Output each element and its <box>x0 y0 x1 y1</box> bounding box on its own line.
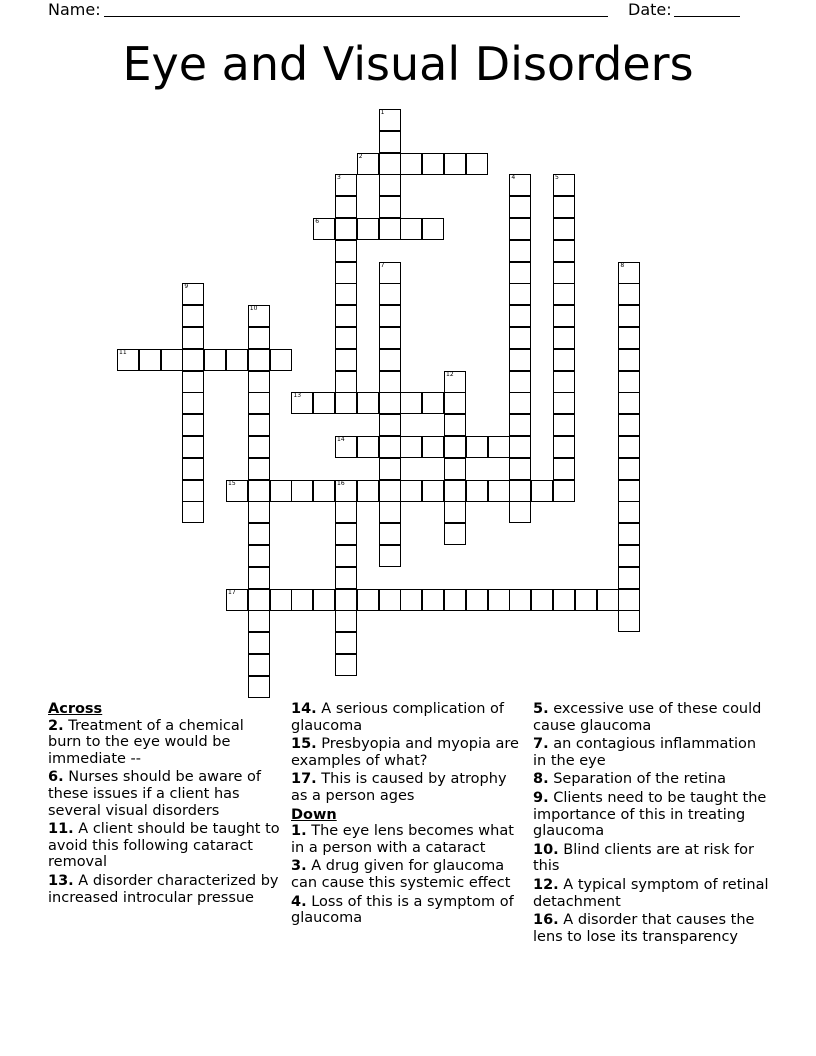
crossword-cell[interactable] <box>335 327 357 349</box>
crossword-cell[interactable] <box>248 392 270 414</box>
crossword-cell[interactable] <box>182 327 204 349</box>
crossword-cell[interactable] <box>335 436 357 458</box>
crossword-cell[interactable] <box>226 589 248 611</box>
crossword-cell[interactable] <box>400 480 422 502</box>
clue-across-11: 11. A client should be taught to avoid this following cataract removal <box>48 821 280 871</box>
crossword-cell[interactable] <box>466 589 488 611</box>
crossword-cell[interactable] <box>161 349 183 371</box>
clue-column-3 <box>533 701 773 947</box>
crossword-cell[interactable] <box>291 392 313 414</box>
crossword-cell[interactable] <box>379 589 401 611</box>
cell-number: 5 <box>555 174 559 182</box>
crossword-cell[interactable] <box>466 480 488 502</box>
crossword-cell[interactable] <box>248 458 270 480</box>
crossword-cell[interactable] <box>618 262 640 284</box>
clue-down-12: 12. A typical symptom of retinal detachment <box>533 876 769 910</box>
cell-number: 16 <box>337 479 345 487</box>
crossword-cell[interactable] <box>444 436 466 458</box>
crossword-cell[interactable] <box>466 153 488 175</box>
crossword-cell[interactable] <box>509 262 531 284</box>
crossword-cell[interactable] <box>531 589 553 611</box>
crossword-cell[interactable] <box>379 196 401 218</box>
crossword-cell[interactable] <box>248 305 270 327</box>
clue-across-14: 14. A serious complication of glaucoma <box>291 701 504 734</box>
crossword-cell[interactable] <box>379 327 401 349</box>
crossword-cell[interactable] <box>531 480 553 502</box>
crossword-cell[interactable] <box>488 480 510 502</box>
crossword-cell[interactable] <box>509 174 531 196</box>
crossword-cell[interactable] <box>553 589 575 611</box>
clue-down-4: 4. Loss of this is a symptom of glaucoma <box>291 893 514 927</box>
crossword-cell[interactable] <box>553 240 575 262</box>
down-heading: Down <box>291 806 337 823</box>
crossword-cell[interactable] <box>379 153 401 175</box>
crossword-cell[interactable] <box>422 392 444 414</box>
crossword-cell[interactable] <box>182 414 204 436</box>
name-label: Name: <box>48 0 101 19</box>
crossword-cell[interactable] <box>618 480 640 502</box>
crossword-cell[interactable] <box>444 589 466 611</box>
crossword-cell[interactable] <box>618 458 640 480</box>
crossword-cell[interactable] <box>422 218 444 240</box>
clue-across-15: 15. Presbyopia and myopia are examples of what? <box>291 736 519 769</box>
crossword-cell[interactable] <box>509 283 531 305</box>
crossword-cell[interactable] <box>335 305 357 327</box>
crossword-cell[interactable] <box>248 371 270 393</box>
crossword-cell[interactable] <box>335 523 357 545</box>
crossword-cell[interactable] <box>248 567 270 589</box>
crossword-cell[interactable] <box>509 371 531 393</box>
crossword-cell[interactable] <box>379 414 401 436</box>
crossword-cell[interactable] <box>335 654 357 676</box>
cell-number: 12 <box>446 370 454 378</box>
crossword-cell[interactable] <box>618 545 640 567</box>
cell-number: 15 <box>228 479 236 487</box>
crossword-cell[interactable] <box>248 327 270 349</box>
crossword-cell[interactable] <box>422 436 444 458</box>
crossword-cell[interactable] <box>226 349 248 371</box>
crossword-cell[interactable] <box>335 240 357 262</box>
across-heading: Across <box>48 701 103 717</box>
crossword-cell[interactable] <box>444 414 466 436</box>
crossword-cell[interactable] <box>357 589 379 611</box>
crossword-cell[interactable] <box>488 589 510 611</box>
crossword-cell[interactable] <box>182 392 204 414</box>
clue-down-8: 8. Separation of the retina <box>533 771 727 788</box>
crossword-cell[interactable] <box>553 349 575 371</box>
crossword-cell[interactable] <box>270 480 292 502</box>
crossword-cell[interactable] <box>509 305 531 327</box>
cell-number: 6 <box>315 218 320 225</box>
crossword-cell[interactable] <box>357 480 379 502</box>
crossword-cell[interactable] <box>182 480 204 502</box>
crossword-cell[interactable] <box>400 153 422 175</box>
clue-down-7: 7. an contagious inflammation in the eye <box>533 736 757 769</box>
crossword-cell[interactable] <box>248 545 270 567</box>
crossword-cell[interactable] <box>313 218 335 240</box>
crossword-cell[interactable] <box>553 458 575 480</box>
crossword-cell[interactable] <box>553 436 575 458</box>
crossword-cell[interactable] <box>466 436 488 458</box>
crossword-cell[interactable] <box>618 327 640 349</box>
crossword-cell[interactable] <box>182 436 204 458</box>
crossword-cell[interactable] <box>509 218 531 240</box>
clue-down-16: 16. A disorder that causes the lens to lose its transparency <box>533 912 755 945</box>
crossword-cell[interactable] <box>379 458 401 480</box>
crossword-cell[interactable] <box>248 349 270 371</box>
crossword-cell[interactable] <box>335 567 357 589</box>
cell-number: 3 <box>337 174 341 182</box>
crossword-cell[interactable] <box>117 349 139 371</box>
crossword-cell[interactable] <box>379 436 401 458</box>
clue-across-13: 13. A disorder characterized by increased introcular pressue <box>48 872 279 906</box>
crossword-cell[interactable] <box>248 632 270 654</box>
crossword-cell[interactable] <box>618 589 640 611</box>
crossword-cell[interactable] <box>444 153 466 175</box>
crossword-cell[interactable] <box>379 501 401 523</box>
crossword-cell[interactable] <box>270 349 292 371</box>
crossword-cell[interactable] <box>553 480 575 502</box>
crossword-cell[interactable] <box>182 349 204 371</box>
crossword-cell[interactable] <box>248 523 270 545</box>
crossword-cell[interactable] <box>509 240 531 262</box>
crossword-cell[interactable] <box>422 589 444 611</box>
cell-number: 10 <box>249 305 258 313</box>
crossword-cell[interactable] <box>444 501 466 523</box>
crossword-cell[interactable] <box>313 589 335 611</box>
crossword-cell[interactable] <box>509 501 531 523</box>
crossword-cell[interactable] <box>335 480 357 502</box>
crossword-cell[interactable] <box>182 305 204 327</box>
crossword-cell[interactable] <box>553 305 575 327</box>
crossword-cell[interactable] <box>379 305 401 327</box>
crossword-cell[interactable] <box>509 392 531 414</box>
crossword-cell[interactable] <box>335 283 357 305</box>
clue-down-10: 10. Blind clients are at risk for this <box>533 841 755 875</box>
crossword-cell[interactable] <box>553 218 575 240</box>
crossword-cell[interactable] <box>248 480 270 502</box>
cell-number: 13 <box>293 392 302 400</box>
crossword-cell[interactable] <box>400 436 422 458</box>
cell-number: 17 <box>228 588 236 596</box>
crossword-cell[interactable] <box>248 654 270 676</box>
crossword-cell[interactable] <box>291 480 313 502</box>
crossword-cell[interactable] <box>444 523 466 545</box>
clue-column-2 <box>291 701 525 929</box>
crossword-cell[interactable] <box>335 610 357 632</box>
crossword-cell[interactable] <box>313 392 335 414</box>
crossword-cell[interactable] <box>618 501 640 523</box>
cell-number: 11 <box>119 348 127 356</box>
crossword-cell[interactable] <box>335 545 357 567</box>
cell-number: 8 <box>620 261 625 269</box>
clue-across-17: 17. This is caused by atrophy as a person ages <box>291 771 507 804</box>
crossword-cell[interactable] <box>444 392 466 414</box>
crossword-cell[interactable] <box>509 414 531 436</box>
crossword-cell[interactable] <box>379 349 401 371</box>
clue-down-5: 5. excessive use of these could cause glaucoma <box>533 701 762 734</box>
cell-number: 9 <box>184 283 189 291</box>
crossword-cell[interactable] <box>618 283 640 305</box>
crossword-cell[interactable] <box>422 153 444 175</box>
clue-down-1: 1. The eye lens becomes what in a person with a cataract <box>291 823 514 856</box>
crossword-cell[interactable] <box>379 371 401 393</box>
crossword-cell[interactable] <box>553 262 575 284</box>
crossword-cell[interactable] <box>182 501 204 523</box>
crossword-cell[interactable] <box>335 589 357 611</box>
crossword-cell[interactable] <box>182 458 204 480</box>
crossword-cell[interactable] <box>618 436 640 458</box>
crossword-cell[interactable] <box>248 501 270 523</box>
crossword-cell[interactable] <box>248 436 270 458</box>
crossword-cell[interactable] <box>139 349 161 371</box>
crossword-cell[interactable] <box>335 632 357 654</box>
cell-number: 7 <box>380 261 385 269</box>
clue-down-9: 9. Clients need to be taught the importance of this in treating glaucoma <box>533 789 767 840</box>
crossword-cell[interactable] <box>335 174 357 196</box>
crossword-cell[interactable] <box>509 480 531 502</box>
crossword-cell[interactable] <box>553 283 575 305</box>
clue-column-1 <box>48 701 280 908</box>
crossword-cell[interactable] <box>379 283 401 305</box>
crossword-cell[interactable] <box>597 589 619 611</box>
crossword-cell[interactable] <box>553 196 575 218</box>
crossword-cell[interactable] <box>553 414 575 436</box>
crossword-cell[interactable] <box>553 327 575 349</box>
crossword-cell[interactable] <box>379 523 401 545</box>
crossword-cell[interactable] <box>357 218 379 240</box>
crossword-cell[interactable] <box>335 349 357 371</box>
crossword-cell[interactable] <box>618 567 640 589</box>
crossword-cell[interactable] <box>357 392 379 414</box>
crossword-cell[interactable] <box>444 371 466 393</box>
crossword-cell[interactable] <box>444 458 466 480</box>
crossword-cell[interactable] <box>335 262 357 284</box>
crossword-cell[interactable] <box>335 392 357 414</box>
clue-across-6: 6. Nurses should be aware of these issues if a client has several visual disorders <box>48 769 262 819</box>
crossword-cell[interactable] <box>553 371 575 393</box>
crossword-cell[interactable] <box>379 545 401 567</box>
crossword-cell[interactable] <box>379 109 401 131</box>
cell-number: 1 <box>380 109 385 116</box>
crossword-cell[interactable] <box>226 480 248 502</box>
crossword-cell[interactable] <box>335 501 357 523</box>
crossword-cell[interactable] <box>182 283 204 305</box>
crossword-cell[interactable] <box>379 262 401 284</box>
crossword-cell[interactable] <box>357 436 379 458</box>
crossword-cell[interactable] <box>379 218 401 240</box>
cell-number: 2 <box>358 152 363 160</box>
crossword-cell[interactable] <box>313 480 335 502</box>
crossword-cell[interactable] <box>379 392 401 414</box>
crossword-cell[interactable] <box>618 349 640 371</box>
crossword-cell[interactable] <box>248 589 270 611</box>
crossword-cell[interactable] <box>335 218 357 240</box>
crossword-cell[interactable] <box>618 305 640 327</box>
crossword-cell[interactable] <box>553 392 575 414</box>
clue-down-3: 3. A drug given for glaucoma can cause this systemic effect <box>291 858 511 891</box>
clue-across-2: 2. Treatment of a chemical burn to the eye would be immediate -- <box>48 717 244 767</box>
crossword-cell[interactable] <box>488 436 510 458</box>
crossword-cell[interactable] <box>379 480 401 502</box>
crossword-cell[interactable] <box>509 436 531 458</box>
crossword-cell[interactable] <box>204 349 226 371</box>
crossword-cell[interactable] <box>291 589 313 611</box>
crossword-cell[interactable] <box>444 480 466 502</box>
cell-number: 14 <box>337 436 345 443</box>
crossword-cell[interactable] <box>509 349 531 371</box>
crossword-cell[interactable] <box>182 371 204 393</box>
crossword-cell[interactable] <box>379 131 401 153</box>
crossword-cell[interactable] <box>335 196 357 218</box>
crossword-cell[interactable] <box>618 371 640 393</box>
crossword-cell[interactable] <box>270 589 292 611</box>
crossword-cell[interactable] <box>379 174 401 196</box>
crossword-cell[interactable] <box>575 589 597 611</box>
crossword-cell[interactable] <box>509 196 531 218</box>
crossword-cell[interactable] <box>400 589 422 611</box>
crossword-cell[interactable] <box>400 392 422 414</box>
crossword-cell[interactable] <box>248 676 270 698</box>
crossword-cell[interactable] <box>618 610 640 632</box>
crossword-cell[interactable] <box>357 153 379 175</box>
crossword-cell[interactable] <box>248 610 270 632</box>
crossword-cell[interactable] <box>400 218 422 240</box>
crossword-cell[interactable] <box>335 371 357 393</box>
date-label: Date: <box>628 0 672 19</box>
crossword-cell[interactable] <box>509 458 531 480</box>
crossword-cell[interactable] <box>618 414 640 436</box>
crossword-cell[interactable] <box>509 327 531 349</box>
cell-number: 4 <box>511 174 516 182</box>
crossword-cell[interactable] <box>553 174 575 196</box>
page-title: Eye and Visual Disorders <box>122 37 694 91</box>
crossword-cell[interactable] <box>618 523 640 545</box>
crossword-cell[interactable] <box>422 480 444 502</box>
crossword-cell[interactable] <box>248 414 270 436</box>
crossword-cell[interactable] <box>618 392 640 414</box>
crossword-cell[interactable] <box>509 589 531 611</box>
